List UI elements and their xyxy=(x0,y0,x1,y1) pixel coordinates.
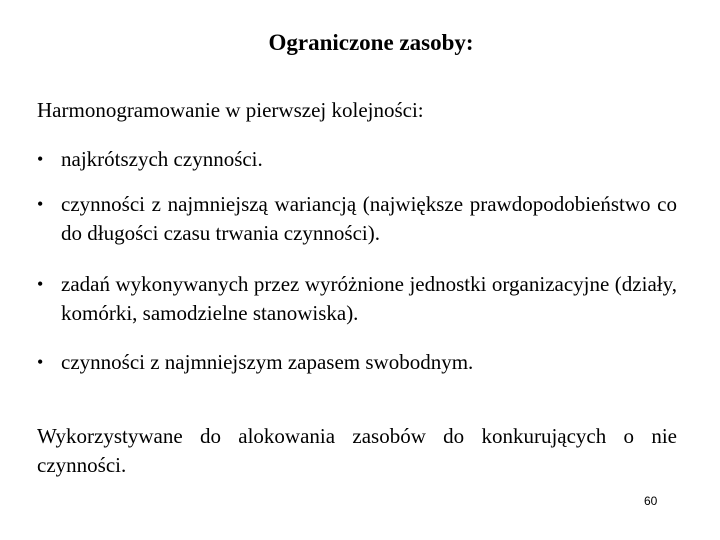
bullet-item xyxy=(37,190,677,248)
bullet-text: czynności z najmniejszą wariancją (największe prawdopodobieństwo co do długości czasu trwania czynności). xyxy=(61,192,677,245)
page-number: 60 xyxy=(644,494,658,508)
bullet-text: zadań wykonywanych przez wyróżnione jednostki organizacyjne (działy, komórki, samodzielne stanowiska). xyxy=(61,272,677,325)
bullet-icon: • xyxy=(37,352,44,372)
bullet-icon: • xyxy=(37,274,44,294)
bullet-text: czynności z najmniejszym zapasem swobodnym. xyxy=(61,350,474,374)
footer-text: Wykorzystywane do alokowania zasobów do konkurujących o nie czynności. xyxy=(37,424,677,477)
bullet-text: najkrótszych czynności. xyxy=(61,147,263,171)
intro-text: Harmonogramowanie w pierwszej kolejności: xyxy=(37,98,424,122)
slide-title: Ograniczone zasoby: xyxy=(268,30,474,55)
bullet-list xyxy=(37,145,677,377)
bullet-icon: • xyxy=(37,194,44,214)
bullet-item xyxy=(37,348,677,377)
bullet-icon: • xyxy=(37,149,44,169)
bullet-item xyxy=(37,270,677,328)
bullet-item xyxy=(37,145,677,174)
